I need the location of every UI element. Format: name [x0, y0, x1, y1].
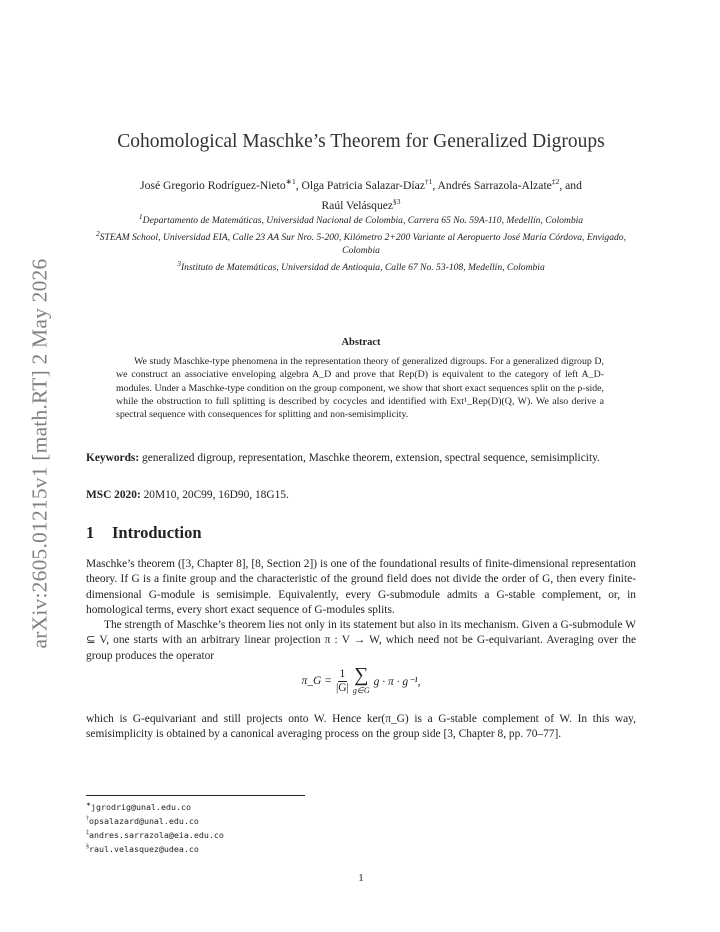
author-3-mark: ‡2: [551, 177, 560, 186]
affiliation-2: $^2$STEAM School, Universidad EIA, Calle 23 AA Sur Nro. 5-200, Kilómetro 2+200 Variante al Aeropuerto José María Córdova, Envigado, Colombia: [95, 229, 627, 257]
section-number: 1: [86, 523, 95, 542]
author-4-mark: §3: [393, 196, 401, 206]
equation-fraction: [336, 668, 349, 695]
footnote-1: ∗jgrodrig@unal.edu.co: [86, 801, 191, 812]
author-1-mark: ∗1: [285, 177, 296, 186]
abstract-heading: Abstract: [341, 337, 381, 348]
msc-label: MSC 2020:: [86, 489, 141, 501]
equation-rhs: g · π · g⁻¹,: [373, 676, 421, 688]
section-title: Introduction: [112, 523, 202, 542]
intro-paragraph-2: The strength of Maschke’s theorem lies not only in its statement but also in its mechanism. Given a G-submodule W ⊆ V, one starts with an arbitrary linear projection π : V → W, which need not be G-equivariant. Averaging over the group produces the operator: [86, 619, 636, 662]
section-heading: [86, 523, 636, 543]
affiliation-3: $^3$Instituto de Matemáticas, Universidad de Antioquia, Calle 67 No. 53-108, Medellín, Colombia: [177, 259, 545, 274]
keywords-label: Keywords:: [86, 452, 140, 464]
equation-lhs: π_G =: [301, 675, 332, 687]
abstract-text: We study Maschke-type phenomena in the representation theory of generalized digroups. For a generalized digroup D, we construct an associative enveloping algebra A_D and prove that Rep(D) is equivalent to the category of left A_D-modules. Under a Maschke-type condition on the group component, we show that short exact sequences split on the ρ-side, while the obstruction to full splitting is described by cocycles and identified with Ext¹_Rep(D)(Q, W). We also derive a spectral sequence with consequences for splitting and non-semisimplicity.: [116, 356, 604, 421]
fraction-denominator: |G|: [335, 681, 349, 694]
page-number: 1: [358, 872, 364, 884]
summation: [353, 665, 370, 697]
sum-subscript: g∈G: [352, 686, 370, 695]
keywords-text: generalized digroup, representation, Maschke theorem, extension, spectral sequence, semisimplicity.: [142, 452, 600, 464]
author-2: Olga Patricia Salazar-Díaz: [301, 178, 425, 192]
affiliations: [86, 210, 636, 275]
msc-text: 20M10, 20C99, 16D90, 18G15.: [143, 489, 289, 501]
footnote-2: †opsalazard@unal.edu.co: [86, 815, 199, 826]
author-1: José Gregorio Rodríguez-Nieto: [140, 178, 286, 192]
paper-title: Cohomological Maschke’s Theorem for Generalized Digroups: [117, 131, 605, 152]
intro-body: [86, 557, 636, 664]
footnote-4: §raul.velasquez@udea.co: [86, 843, 199, 854]
author-3: Andrés Sarrazola-Alzate: [437, 178, 552, 192]
footnote-3: ‡andres.sarrazola@eia.edu.co: [86, 829, 224, 840]
author-2-mark: †1: [424, 177, 433, 186]
arxiv-stamp-text: arXiv:2605.01215v1 [math.RT] 2 May 2026: [27, 258, 52, 648]
intro-paragraph-1: Maschke’s theorem ([3, Chapter 8], [8, Section 2]) is one of the foundational results of finite-dimensional representation theory. If G is a finite group and the characteristic of the ground field does not divide the order of G, then every finite-dimensional G-module is semisimple. Equivalently, every G-submodule admits a G-stable complement, or, in homological terms, every short exact sequence of G-modules splits.: [86, 558, 636, 616]
arxiv-stamp: [18, 252, 62, 654]
sum-symbol: ∑: [354, 664, 369, 686]
msc-codes: [86, 489, 636, 501]
footnote-rule: [86, 795, 305, 796]
author-list: José Gregorio Rodríguez-Nieto$^{∗1}$, Olga Patricia Salazar-Díaz$^{\dagger 1}$, Andrés Sarrazola-Alzate$^{\ddagger 2}$, and Raúl Velásquez$^{\S 3}$: [140, 177, 582, 212]
fraction-numerator: 1: [339, 667, 346, 680]
averaging-equation: [86, 665, 636, 705]
footnotes: [86, 799, 636, 855]
author-4: Raúl Velásquez: [321, 198, 394, 212]
affiliation-1: $^1$Departamento de Matemáticas, Universidad Nacional de Colombia, Carrera 65 No. 59A-110, Medellín, Colombia: [138, 212, 584, 227]
author-and: and: [565, 178, 582, 192]
intro-paragraph-3: which is G-equivariant and still projects onto W. Hence ker(π_G) is a G-stable complement of W. In this way, semisimplicity is obtained by a canonical averaging process on the group side [3, Chapter 8, pp. 70–77].: [86, 713, 636, 741]
keywords: [86, 451, 636, 466]
